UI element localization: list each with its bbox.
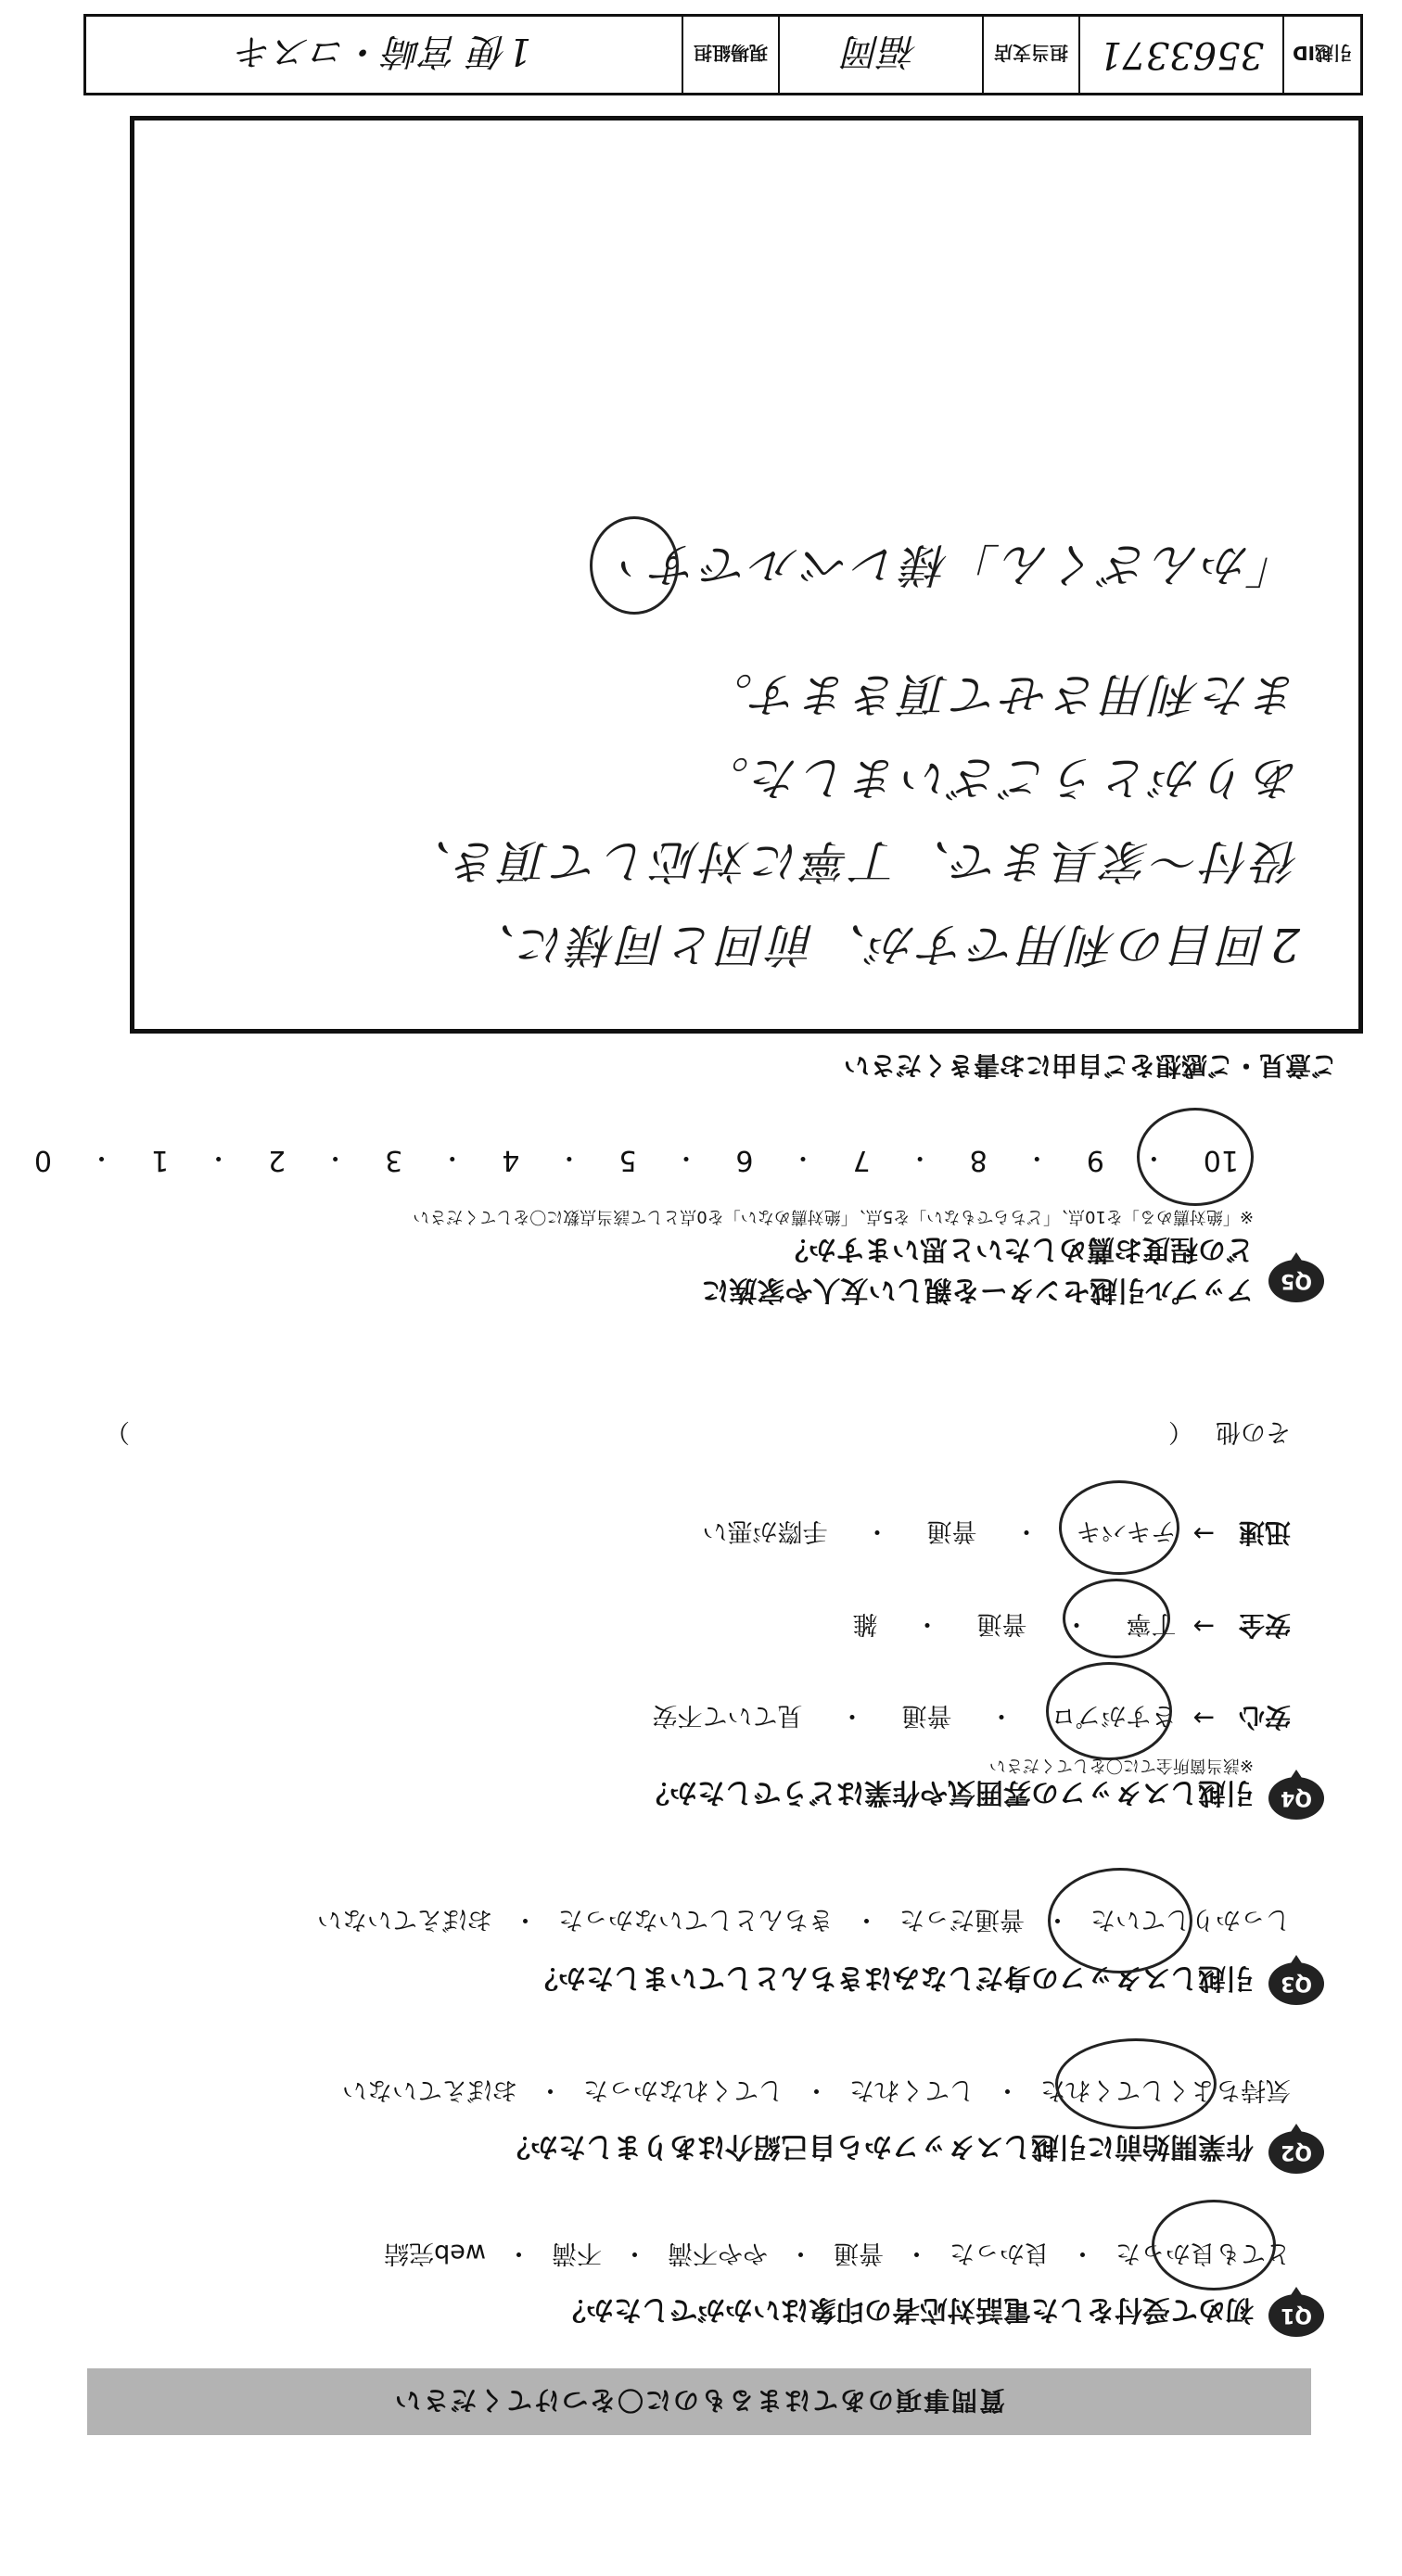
team-label-cell: 現場組担 bbox=[682, 17, 778, 93]
q5-note: ※「絶対薦める」を10点、「どちらでもない」を5点、「絶対薦めない」を0点として該当点数に〇をしてください bbox=[413, 1207, 1254, 1226]
q3-option[interactable]: おぼえていない bbox=[317, 1905, 492, 1934]
q1-option[interactable]: 不満 bbox=[552, 2239, 602, 2267]
q4-other: その他 （ ） bbox=[105, 1416, 1291, 1453]
q3-option[interactable]: きちんとしていなかった bbox=[558, 1905, 834, 1934]
id-label-cell: 引越ID bbox=[1282, 17, 1360, 93]
q4-option[interactable]: 丁寧 bbox=[1126, 1609, 1177, 1639]
footer-table bbox=[83, 14, 1363, 95]
q1-option[interactable]: web完結 bbox=[384, 2239, 486, 2267]
q4-option[interactable]: さすがプロ bbox=[1051, 1701, 1177, 1731]
q5-badge: Q5 bbox=[1268, 1260, 1324, 1302]
q4-option[interactable]: 手際が悪い bbox=[702, 1516, 828, 1546]
q2-option[interactable]: 気持ちよくしてくれた bbox=[1040, 2075, 1291, 2104]
q1-options: とても良かった ・ 良かった ・ 普通 ・ やや不満 ・ 不満 ・ web完結 bbox=[384, 2238, 1291, 2274]
q4-row-label: 安心 bbox=[1238, 1702, 1291, 1732]
q4-row-label: 迅速 bbox=[1238, 1517, 1291, 1548]
comment-line-5: 「かんざくん」様レベルです bbox=[649, 538, 1300, 591]
q4-option[interactable]: 見ていて不安 bbox=[652, 1701, 803, 1731]
q4-option[interactable]: 普通 bbox=[926, 1516, 977, 1546]
q3-option[interactable]: 普通だった bbox=[899, 1905, 1025, 1934]
q2-badge: Q2 bbox=[1268, 2131, 1324, 2174]
q3-option[interactable]: しっかりしていた bbox=[1090, 1905, 1291, 1934]
q4-option[interactable]: 普通 bbox=[901, 1701, 952, 1731]
q1-option[interactable]: 良かった bbox=[950, 2239, 1050, 2267]
q1-option[interactable]: 普通 bbox=[834, 2239, 884, 2267]
q5-score[interactable]: 0 bbox=[33, 1144, 52, 1176]
q5-question-line1: アップル引越センターを親しい友人や家族に bbox=[701, 1274, 1254, 1306]
q5-question-line2: どの程度お薦めしたいと思いますか？ bbox=[781, 1233, 1254, 1265]
q5-score[interactable]: 9 bbox=[1086, 1144, 1104, 1176]
comment-line-2: 役付～家具まで、丁寧に対応して頂き、 bbox=[401, 834, 1300, 888]
q4-badge: Q4 bbox=[1268, 1777, 1324, 1820]
q4-option[interactable]: テキパキ bbox=[1076, 1516, 1177, 1546]
q3-badge: Q3 bbox=[1268, 1962, 1324, 2005]
q5-score[interactable]: 10 bbox=[1203, 1144, 1239, 1176]
q5-score[interactable]: 6 bbox=[735, 1144, 754, 1176]
comment-circled-glyph: ヽ bbox=[606, 544, 651, 591]
q2-option[interactable]: してくれなかった bbox=[583, 2075, 784, 2104]
q4-note: ※該当箇所全てに〇をしてください bbox=[988, 1756, 1254, 1775]
branch-label-cell: 担当支店 bbox=[982, 17, 1078, 93]
q5-scale: 10 ・ 9 ・ 8 ・ 7 ・ 6 ・ 5 ・ 4 ・ 3 ・ 2 ・ 1 ・ 0 bbox=[33, 1143, 1239, 1176]
q3-options: しっかりしていた ・ 普通だった ・ きちんとしていなかった ・ おぼえていない bbox=[317, 1904, 1291, 1940]
q1-question: 初めて受付をした電話対応者の印象はいかがでしたか？ bbox=[558, 2293, 1254, 2326]
q4-question: 引越しスタッフの雰囲気や作業はどうでしたか？ bbox=[642, 1776, 1254, 1808]
q3-question: 引越しスタッフの身だしなみはきちんとしていましたか？ bbox=[530, 1961, 1254, 1994]
q1-badge: Q1 bbox=[1268, 2294, 1324, 2337]
q4-row-speed: 迅速 → テキパキ ・ 普通 ・ 手際が悪い bbox=[703, 1516, 1291, 1553]
comment-title: ご意見・ご感想をご自由にお書きください bbox=[843, 1050, 1337, 1081]
q1-option[interactable]: とても良かった bbox=[1115, 2239, 1291, 2267]
branch-value-cell[interactable]: 福岡 bbox=[778, 17, 982, 93]
q2-question: 作業開始前に引越しスタッフから自己紹介はありましたか？ bbox=[503, 2130, 1254, 2163]
q5-score[interactable]: 4 bbox=[502, 1144, 520, 1176]
q5-score[interactable]: 8 bbox=[969, 1144, 988, 1176]
instruction-bar bbox=[87, 2368, 1311, 2435]
comment-line-1: 2回目の利用ですが、前回と同様に、 bbox=[465, 918, 1300, 971]
q4-row-relief: 安心 → さすがプロ ・ 普通 ・ 見ていて不安 bbox=[653, 1700, 1291, 1737]
q5-score[interactable]: 1 bbox=[150, 1144, 170, 1176]
q4-row-safety: 安全 → 丁寧 ・ 普通 ・ 雑 bbox=[853, 1608, 1291, 1645]
q5-score[interactable]: 3 bbox=[385, 1144, 403, 1176]
q2-options: 気持ちよくしてくれた ・ してくれた ・ してくれなかった ・ おぼえていない bbox=[342, 2075, 1291, 2111]
q4-option[interactable]: 雑 bbox=[852, 1609, 878, 1639]
q5-score[interactable]: 5 bbox=[618, 1144, 637, 1176]
q2-option[interactable]: おぼえていない bbox=[342, 2075, 517, 2104]
comment-line-3: ありがとうございました。 bbox=[699, 751, 1300, 805]
q5-score[interactable]: 2 bbox=[268, 1144, 287, 1176]
instruction-text: 質問事項のあてはまるものに〇をつけてください bbox=[393, 2385, 1006, 2416]
q2-option[interactable]: してくれた bbox=[849, 2075, 975, 2104]
q4-row-label: 安全 bbox=[1238, 1610, 1291, 1641]
id-value-cell[interactable]: 3563371 bbox=[1078, 17, 1282, 93]
q5-score[interactable]: 7 bbox=[852, 1144, 871, 1176]
team-value-cell[interactable]: 1便 宮崎・コスキ bbox=[236, 30, 532, 73]
q4-other-label: その他 bbox=[1216, 1417, 1291, 1446]
comment-line-4: また利用させて頂きます。 bbox=[703, 667, 1300, 721]
q4-option[interactable]: 普通 bbox=[976, 1609, 1027, 1639]
q1-option[interactable]: やや不満 bbox=[668, 2239, 768, 2267]
